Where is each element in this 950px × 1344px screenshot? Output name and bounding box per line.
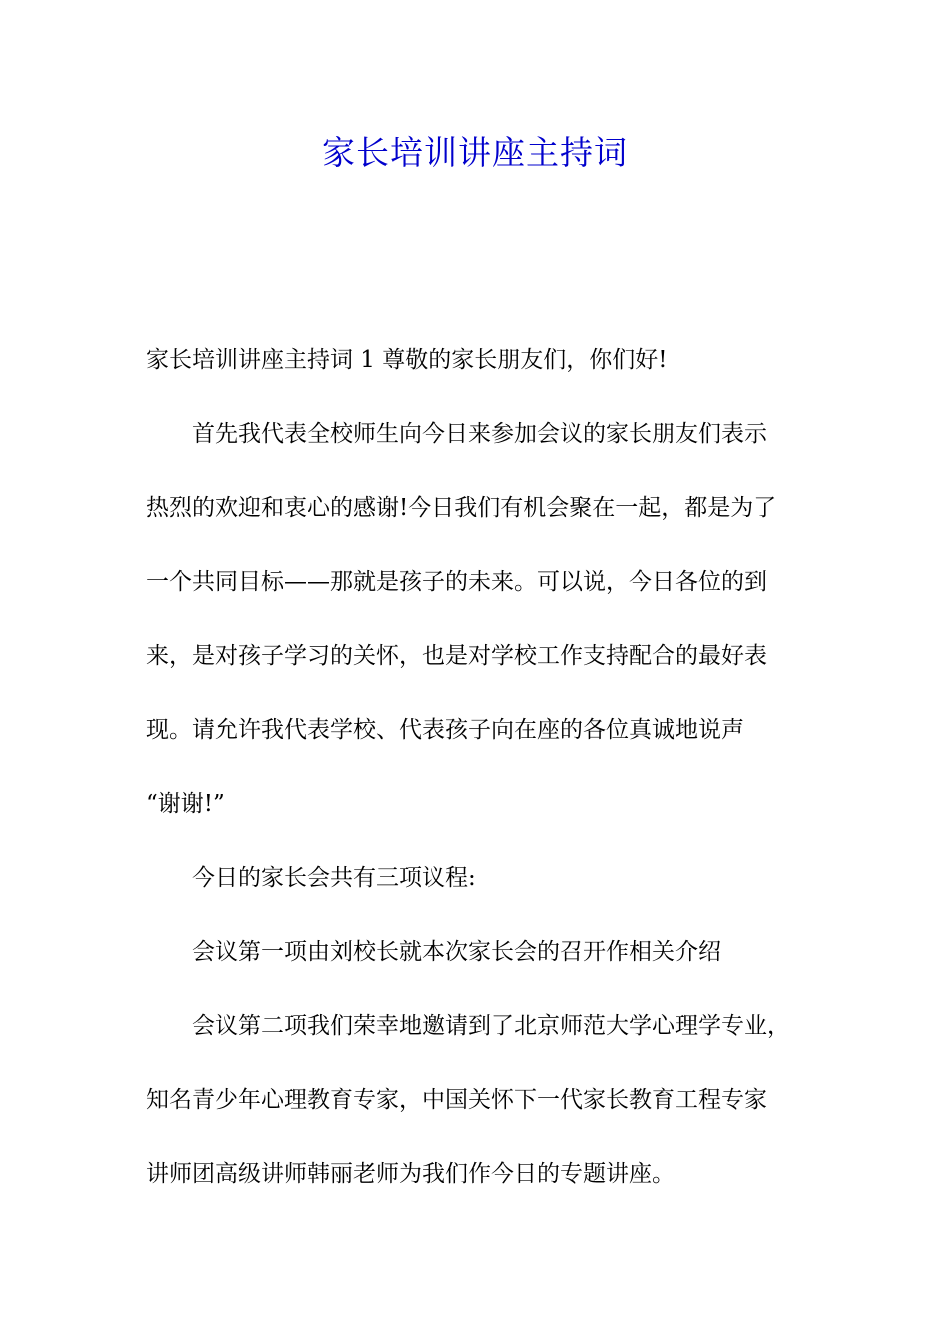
paragraph-line: 家长培训讲座主持词 1 尊敬的家长朋友们，你们好! xyxy=(146,347,668,373)
paragraph-line: 讲师团高级讲师韩丽老师为我们作今日的专题讲座。 xyxy=(146,1161,675,1187)
paragraph-line: 今日的家长会共有三项议程: xyxy=(192,865,476,891)
paragraph-line: 首先我代表全校师生向今日来参加会议的家长朋友们表示 xyxy=(192,421,767,447)
paragraph-line: 会议第二项我们荣幸地邀请到了北京师范大学心理学专业， xyxy=(192,1013,790,1039)
paragraph-line: 知名青少年心理教育专家，中国关怀下一代家长教育工程专家 xyxy=(146,1087,767,1113)
paragraph-line: “谢谢!” xyxy=(146,791,225,817)
paragraph-line: 热烈的欢迎和衷心的感谢!今日我们有机会聚在一起，都是为了 xyxy=(146,495,777,521)
paragraph-line: 来，是对孩子学习的关怀，也是对学校工作支持配合的最好表 xyxy=(146,643,767,669)
paragraph-line: 现。请允许我代表学校、代表孩子向在座的各位真诚地说声 xyxy=(146,717,744,743)
document-body xyxy=(146,340,816,1228)
paragraph-line: 会议第一项由刘校长就本次家长会的召开作相关介绍 xyxy=(192,939,721,965)
paragraph-line: 一个共同目标——那就是孩子的未来。可以说，今日各位的到 xyxy=(146,569,767,595)
document-title: 家长培训讲座主持词 xyxy=(322,133,628,172)
